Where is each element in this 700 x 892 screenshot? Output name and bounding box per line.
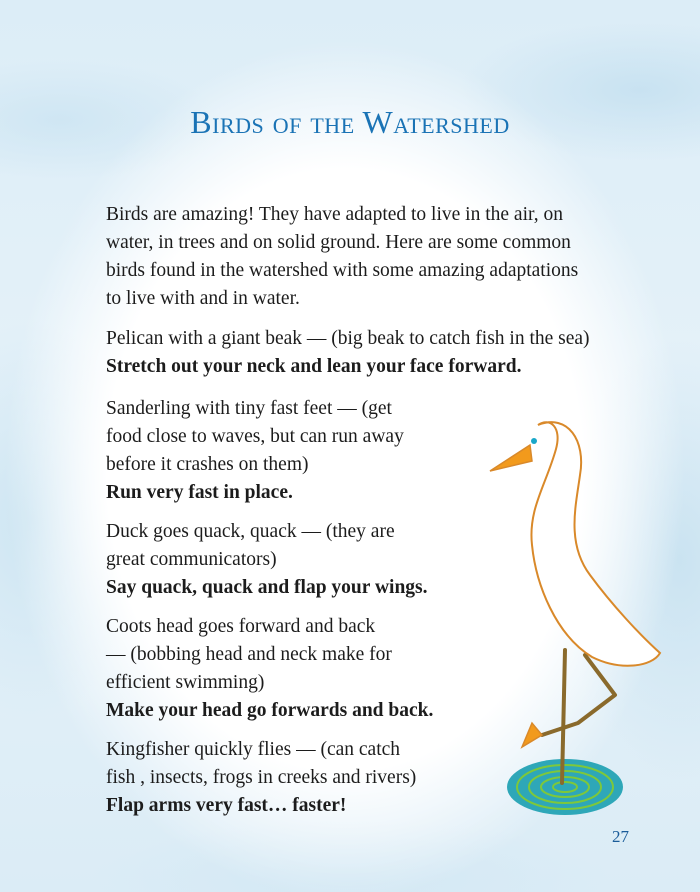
verse-sanderling: [106, 395, 446, 507]
verse-line: Coots head goes forward and back: [106, 616, 376, 637]
verse-line: Duck goes quack, quack — (they are: [106, 521, 395, 542]
verse-action: Flap arms very fast… faster!: [106, 795, 347, 816]
intro-line: Birds are amazing! They have adapted to live in the air, on: [106, 204, 563, 225]
page-number: 27: [612, 827, 629, 846]
intro-line: to live with and in water.: [106, 288, 300, 309]
verse-duck: [106, 518, 446, 602]
egret-beak: [490, 445, 532, 471]
verse-action: Run very fast in place.: [106, 482, 293, 503]
verse-action: Stretch out your neck and lean your face forward.: [106, 356, 522, 377]
water-puddle: [507, 759, 623, 815]
verse-line: efficient swimming): [106, 672, 265, 693]
verse-action: Say quack, quack and flap your wings.: [106, 577, 428, 598]
verse-pelican: [106, 325, 666, 381]
verse-line: Kingfisher quickly flies — (can catch: [106, 739, 401, 760]
verse-action: Make your head go forwards and back.: [106, 700, 434, 721]
verse-line: — (bobbing head and neck make for: [106, 644, 392, 665]
page-title: Birds of the Watershed: [190, 104, 510, 140]
egret-icon: [480, 405, 680, 835]
intro-line: water, in trees and on solid ground. Here are some common: [106, 232, 571, 253]
intro-paragraph: [106, 201, 646, 313]
verse-line: before it crashes on them): [106, 454, 309, 475]
verse-coot: [106, 613, 446, 725]
verse-line: great communicators): [106, 549, 277, 570]
verse-line: fish , insects, frogs in creeks and rivers): [106, 767, 417, 788]
egret-eye: [531, 438, 537, 444]
egret-body: [531, 422, 660, 666]
intro-line: birds found in the watershed with some amazing adaptations: [106, 260, 579, 281]
verse-line: Pelican with a giant beak — (big beak to catch fish in the sea): [106, 328, 590, 349]
verse-line: food close to waves, but can run away: [106, 426, 404, 447]
verse-line: Sanderling with tiny fast feet — (get: [106, 398, 392, 419]
verse-kingfisher: [106, 736, 446, 820]
